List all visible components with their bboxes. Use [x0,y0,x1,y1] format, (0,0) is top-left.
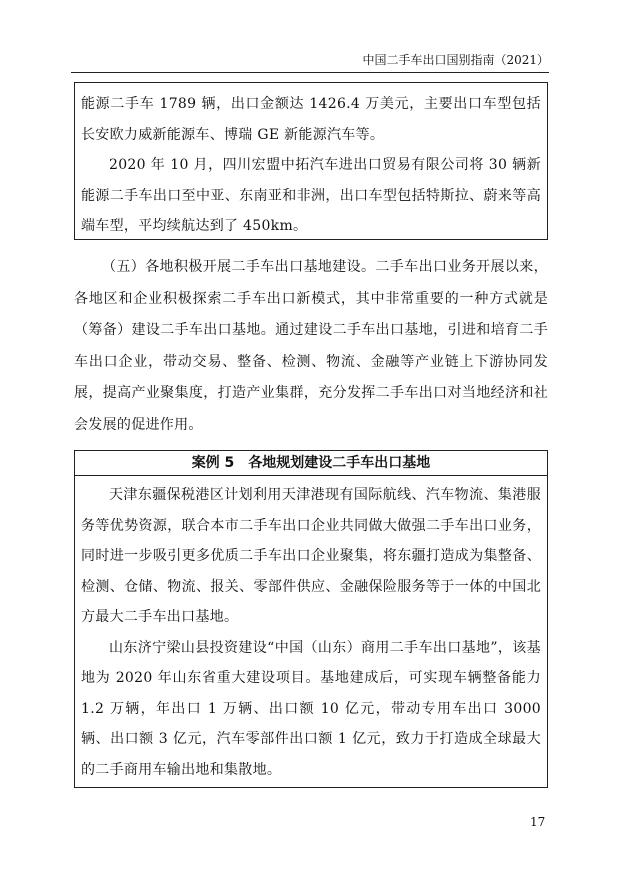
box1-paragraph-2: 2020 年 10 月，四川宏盟中拓汽车进出口贸易有限公司将 30 辆新能源二手车出口至中亚、东南亚和非洲，出口车型包括特斯拉、蔚来等高端车型，平均续航达到了 450km。 [81,157,541,234]
case-5-content [75,476,547,785]
case-continuation-box [74,82,548,240]
case-5-title-bar [75,451,547,476]
running-header [71,52,549,73]
case-5-label: 案例 5 [191,455,235,471]
case-5-paragraph-1: 天津东疆保税港区计划利用天津港现有国际航线、汽车物流、集港服务等优势资源，联合本市二手车出口企业共同做大做强二手车出口业务，同时进一步吸引更多优质二手车出口企业聚集，将东疆打造成为集整备、检测、仓储、物流、报关、零部件供应、金融保险服务等于一体的中国北方最大二手车出口基地。 [81,487,541,625]
case-5-title: 各地规划建设二手车出口基地 [248,455,431,471]
header-title: 中国二手车出口国别指南（2021） [362,53,549,67]
section-5-paragraph: （五）各地积极开展二手车出口基地建设。二手车出口业务开展以来，各地区和企业积极探索二手车出口新模式，其中非常重要的一种方式就是（筹备）建设二手车出口基地。通过建设二手车出口基地，引进和培育二手车出口企业，带动交易、整备、检测、物流、金融等产业链上下游协同发展，提高产业聚集度，打造产业集群，充分发挥二手车出口对当地经济和社会发展的促进作用。 [74,259,548,433]
case-5-box [74,450,548,788]
page-number: 17 [530,815,546,829]
body-section-5 [74,252,548,441]
case-5-paragraph-2: 山东济宁梁山县投资建设“中国（山东）商用二手车出口基地”，该基地为 2020 年山东省重大建设项目。基地建成后，可实现车辆整备能力 1.2 万辆，年出口 1 万辆、出口额 10 亿元，带动专用车出口 3000 辆、出口额 3 亿元，汽车零部件出口额 1 亿元，致力于打造成全球最大的二手商用车输出地和集散地。 [81,639,541,778]
box1-paragraph-1: 能源二手车 1789 辆，出口金额达 1426.4 万美元，主要出口车型包括长安欧力威新能源车、博瑞 GE 新能源汽车等。 [81,96,541,143]
